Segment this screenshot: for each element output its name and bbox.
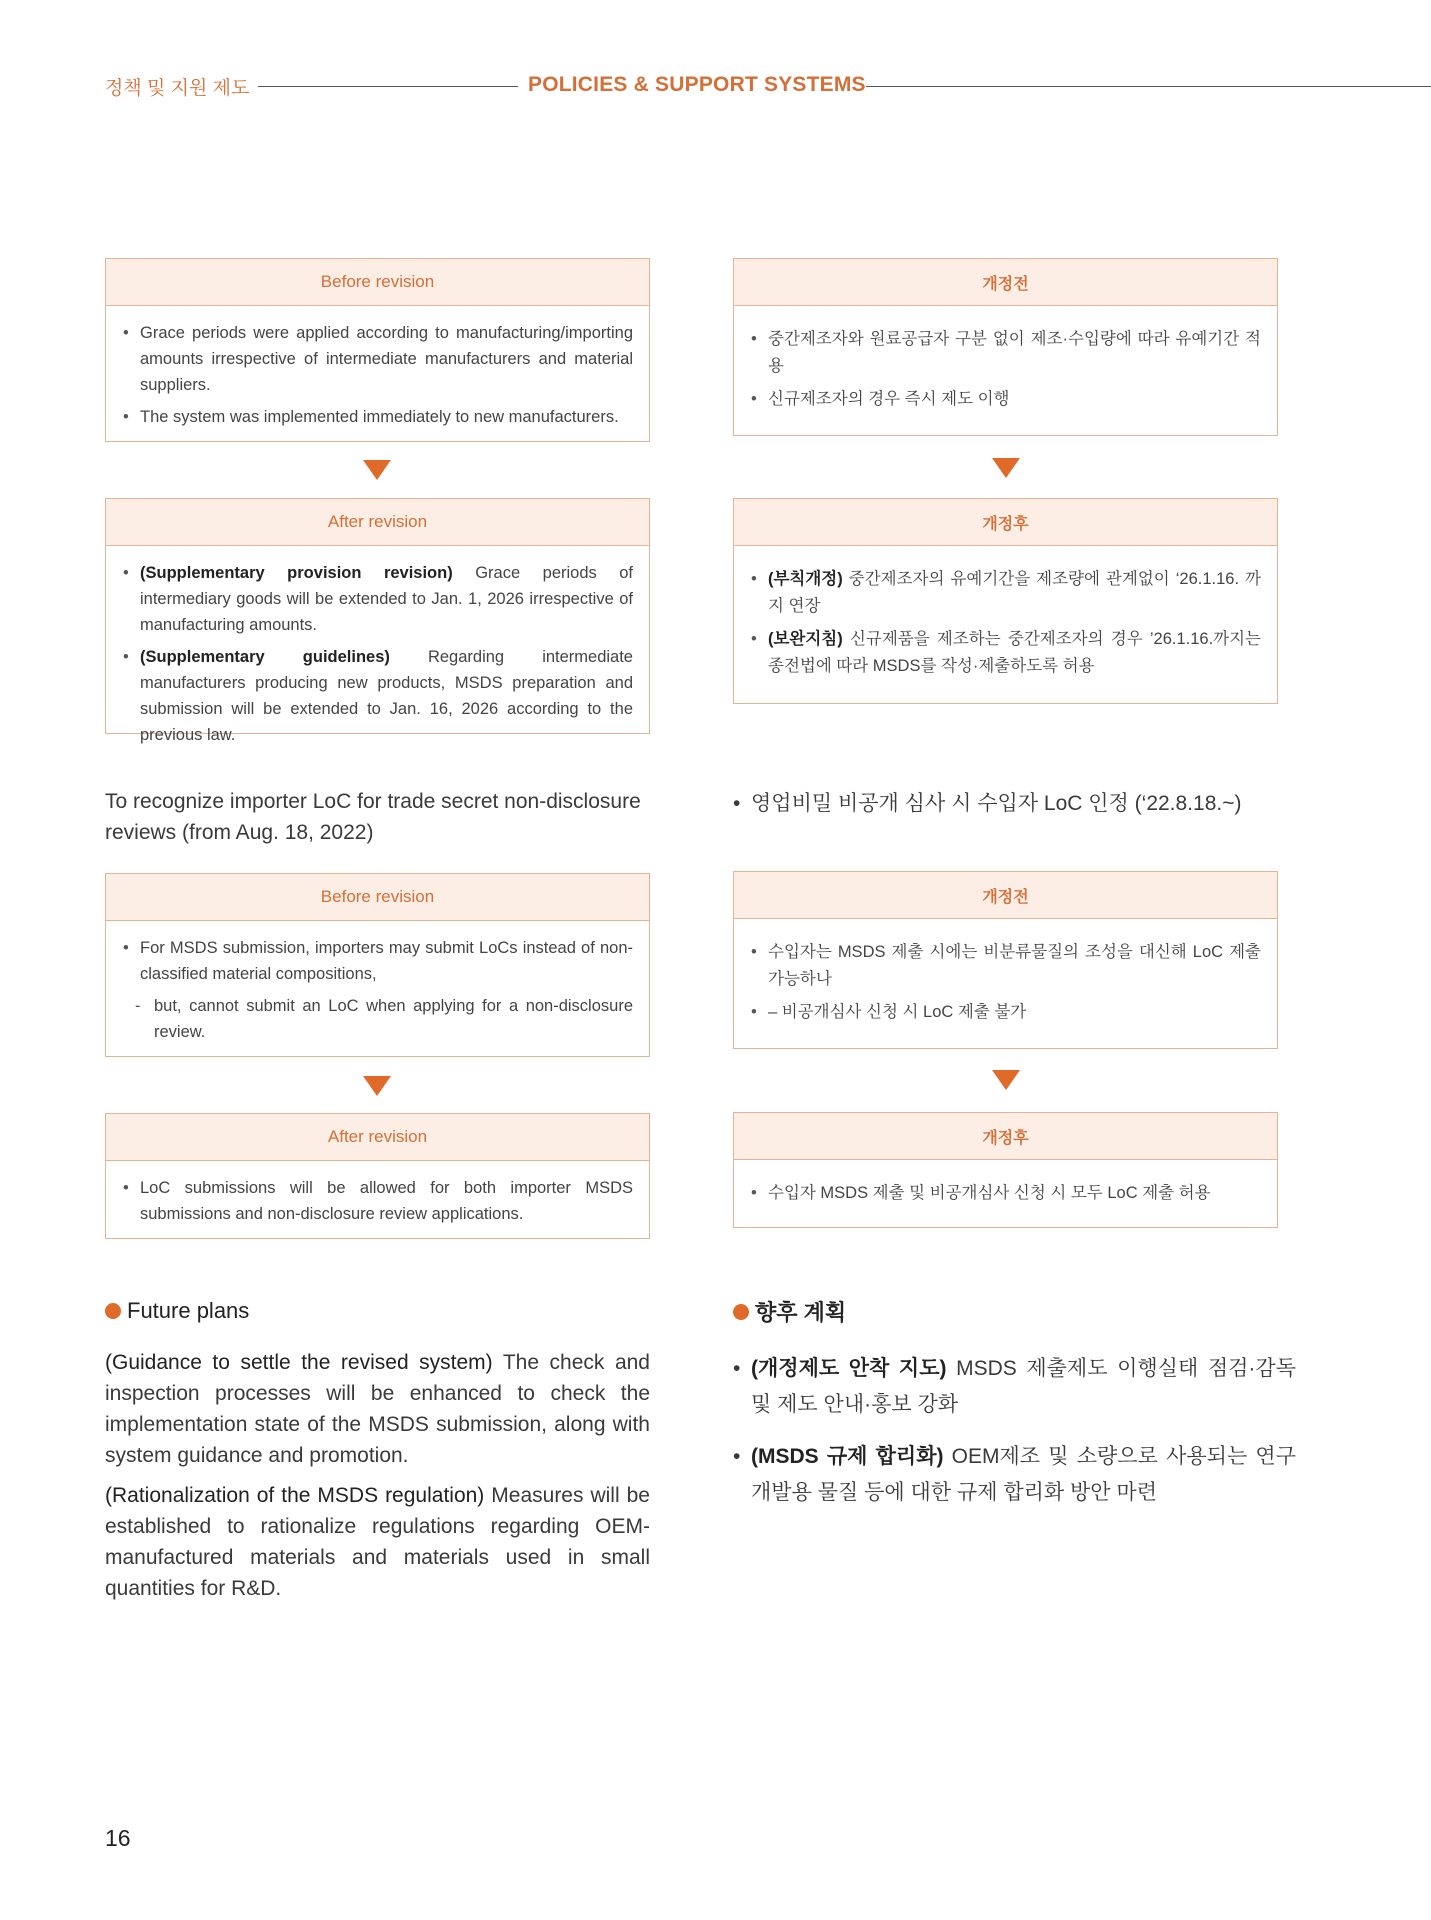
list-item [750, 626, 1261, 680]
down-arrow-icon [992, 1070, 1020, 1090]
after-revision-box-en-2 [105, 1113, 650, 1239]
before-revision-title: Before revision [106, 874, 649, 921]
list-item: • LoC submissions will be allowed for both importer MSDS submissions and non-disclosure review applications. [122, 1175, 633, 1227]
list-item: • Grace periods were applied according to manufacturing/importing amounts irrespective of intermediate manufacturers and material suppliers. [122, 320, 633, 398]
header-rule-left [258, 86, 518, 87]
header-rule-right [866, 86, 1431, 87]
section-title-english: POLICIES & SUPPORT SYSTEMS [528, 73, 866, 96]
list-item: • The system was implemented immediately to new manufacturers. [122, 404, 633, 430]
before-revision-box-ko [733, 258, 1278, 436]
list-item: • 중간제조자와 원료공급자 구분 없이 제조·수입량에 따라 유예기간 적용 [750, 326, 1261, 380]
future-plan-item-ko: • (MSDS 규제 합리화) OEM제조 및 소량으로 사용되는 연구개발용 물질 등에 대한 규제 합리화 방안 마련 [733, 1439, 1296, 1511]
item-label: (부칙개정) [768, 570, 843, 588]
future-plan-item-ko: • (개정제도 안착 지도) MSDS 제출제도 이행실태 점검·감독 및 제도 안내·홍보 강화 [733, 1351, 1296, 1423]
future-plan-paragraph: (Guidance to settle the revised system) The check and inspection processes will be enhanced to check the implementation state of the MSDS submission, along with system guidance and promotion. [105, 1351, 650, 1467]
list-item: • 신규제조자의 경우 즉시 제도 이행 [750, 386, 1261, 413]
after-revision-title-ko: 개정후 [734, 499, 1277, 546]
loc-note-en: To recognize importer LoC for trade secret non-disclosure reviews (from Aug. 18, 2022) [105, 790, 641, 844]
loc-note-ko: • 영업비밀 비공개 심사 시 수입자 LoC 인정 (‘22.8.18.~) [733, 788, 1311, 819]
list-subitem: - but, cannot submit an LoC when applying for a non-disclosure review. [122, 993, 633, 1045]
future-plans-heading-ko: 향후 계획 [733, 1296, 846, 1327]
before-revision-box-en-2 [105, 873, 650, 1057]
down-arrow-icon [363, 460, 391, 480]
before-revision-title: Before revision [106, 259, 649, 306]
bullet-dot-icon [105, 1303, 121, 1319]
after-revision-title: After revision [106, 1114, 649, 1161]
after-revision-title: After revision [106, 499, 649, 546]
item-text: Grace periods of intermediary goods will be extended to Jan. 1, 2026 irrespective of manufacturing amounts. [140, 564, 634, 634]
item-label: (Supplementary guidelines) [140, 648, 390, 666]
item-text: 중간제조자의 유예기간을 제조량에 관계없이 ‘26.1.16. 까지 연장 [768, 570, 1261, 615]
after-revision-box-en [105, 498, 650, 744]
after-revision-title-ko: 개정후 [734, 1113, 1277, 1160]
list-item: • 수입자는 MSDS 제출 시에는 비분류물질의 조성을 대신해 LoC 제출 가능하나 [750, 939, 1261, 993]
after-revision-box-ko-2 [733, 1112, 1278, 1228]
down-arrow-icon [992, 458, 1020, 478]
list-item [750, 566, 1261, 620]
section-title-korean: 정책 및 지원 제도 [105, 78, 250, 99]
before-revision-title-ko: 개정전 [734, 259, 1277, 306]
page-number: 16 [105, 1825, 131, 1851]
item-text: 신규제품을 제조하는 중간제조자의 경우 ’26.1.16.까지는 종전법에 따라 MSDS를 작성·제출하도록 허용 [768, 630, 1261, 675]
list-item: • For MSDS submission, importers may submit LoCs instead of non-classified material compositions, [122, 935, 633, 987]
list-item [122, 560, 633, 638]
before-revision-title-ko: 개정전 [734, 872, 1277, 919]
future-plan-paragraph: (Rationalization of the MSDS regulation) Measures will be established to rationalize regulations regarding OEM-manufactured materials and materials used in small quantities for R&D. [105, 1484, 650, 1600]
before-revision-box-en [105, 258, 650, 442]
list-item: • 수입자 MSDS 제출 및 비공개심사 신청 시 모두 LoC 제출 허용 [750, 1180, 1261, 1207]
after-revision-box-ko [733, 498, 1278, 704]
list-item [122, 644, 633, 748]
item-label: (보완지침) [768, 630, 843, 648]
down-arrow-icon [363, 1076, 391, 1096]
bullet-dot-icon [733, 1304, 749, 1320]
item-text: Regarding intermediate manufacturers producing new products, MSDS preparation and submission will be extended to Jan. 16, 2026 according to the previous law. [140, 648, 633, 744]
item-label: (Supplementary provision revision) [140, 564, 453, 582]
before-revision-box-ko-2 [733, 871, 1278, 1049]
future-plans-heading-en: Future plans [105, 1298, 249, 1324]
list-subitem: • – 비공개심사 신청 시 LoC 제출 불가 [750, 999, 1261, 1026]
